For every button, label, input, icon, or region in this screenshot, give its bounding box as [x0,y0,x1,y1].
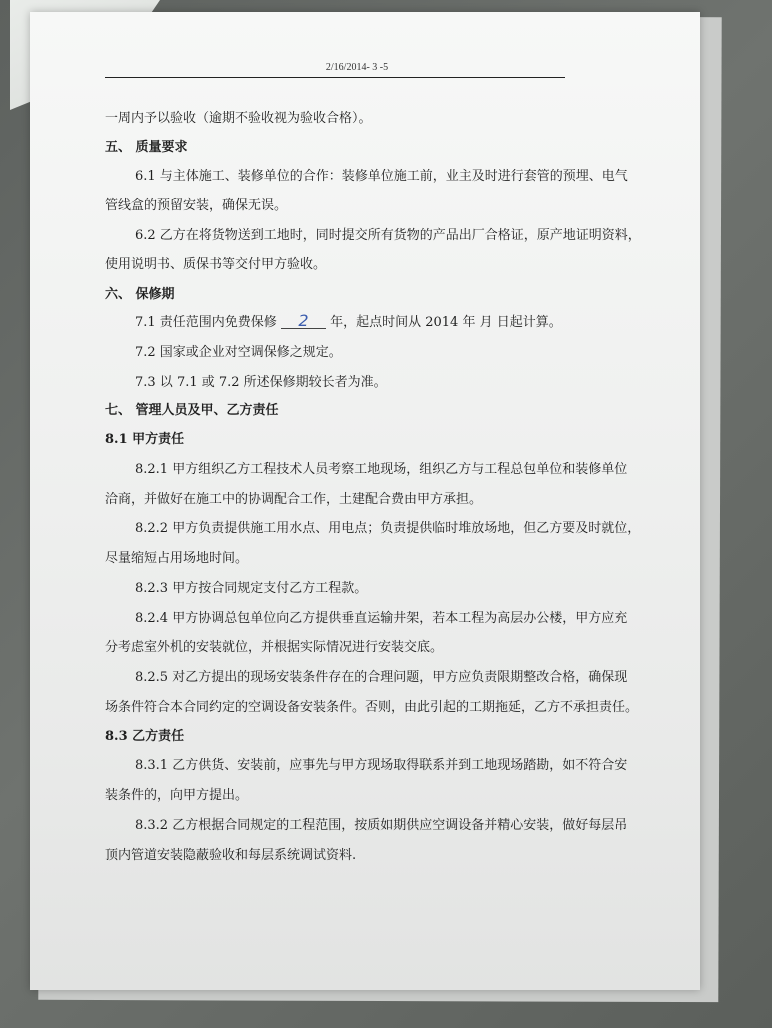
clause-7-3: 7.3 以 7.1 或 7.2 所述保修期较长者为准。 [135,375,387,390]
section-7-heading: 七、 管理人员及甲、乙方责任 [105,403,279,418]
clause-8-3-1-line-2: 装条件的，向甲方提出。 [105,788,249,803]
clause-6-1-line-2: 管线盒的预留安装，确保无误。 [105,198,288,213]
clause-8-2-3: 8.2.3 甲方按合同规定支付乙方工程款。 [135,581,368,596]
clause-8-3-2-line-1: 8.3.2 乙方根据合同规定的工程范围，按质如期供应空调设备并精心安装，做好每层吊 [135,818,628,833]
clause-8-1-heading: 8.1 甲方责任 [105,432,185,447]
clause-8-2-2-line-2: 尽量缩短占用场地时间。 [105,551,249,566]
section-5-heading: 五、 质量要求 [105,140,188,155]
clause-8-3-2-line-2: 顶内管道安装隐蔽验收和每层系统调试资料. [105,848,357,863]
contract-page [30,12,700,990]
handwritten-warranty-years: 2 [281,314,326,329]
clause-8-2-4-line-1: 8.2.4 甲方协调总包单位向乙方提供垂直运输井架，若本工程为高层办公楼，甲方应充 [135,611,628,626]
clause-8-2-5-line-1: 8.2.5 对乙方提出的现场安装条件存在的合理问题，甲方应负责限期整改合格，确保现 [135,670,628,685]
clause-8-2-5-line-2: 场条件符合本合同约定的空调设备安装条件。否则，由此引起的工期拖延，乙方不承担责任。 [105,700,639,715]
clause-7-1-prefix: 7.1 责任范围内免费保修 [135,315,277,330]
section-6-heading: 六、 保修期 [105,287,175,302]
clause-8-2-2-line-1: 8.2.2 甲方负责提供施工用水点、用电点；负责提供临时堆放场地，但乙方要及时就位， [135,521,641,536]
clause-8-3-1-line-1: 8.3.1 乙方供货、安装前，应事先与甲方现场取得联系并到工地现场踏勘，如不符合安 [135,758,628,773]
clause-7-1-suffix: 年，起点时间从 2014 年 月 日起计算。 [330,315,562,330]
clause-6-2-line-2: 使用说明书、质保书等交付甲方验收。 [105,257,327,272]
clause-8-2-4-line-2: 分考虑室外机的安装就位，并根据实际情况进行安装交底。 [105,640,444,655]
clause-7-2: 7.2 国家或企业对空调保修之规定。 [135,345,342,360]
clause-6-2-line-1: 6.2 乙方在将货物送到工地时，同时提交所有货物的产品出厂合格证，原产地证明资料， [135,228,641,243]
clause-7-1 [135,311,562,331]
line-acceptance: 一周内予以验收（逾期不验收视为验收合格）。 [105,111,372,126]
header-rule [105,77,565,78]
page-header-date: 2/16/2014- 3 -5 [325,62,389,73]
clause-8-3-heading: 8.3 乙方责任 [105,729,185,744]
clause-8-2-1-line-2: 洽商，并做好在施工中的协调配合工作，土建配合费由甲方承担。 [105,492,483,507]
clause-8-2-1-line-1: 8.2.1 甲方组织乙方工程技术人员考察工地现场，组织乙方与工程总包单位和装修单位 [135,462,628,477]
clause-6-1-line-1: 6.1 与主体施工、装修单位的合作：装修单位施工前，业主及时进行套管的预埋、电气 [135,169,628,184]
